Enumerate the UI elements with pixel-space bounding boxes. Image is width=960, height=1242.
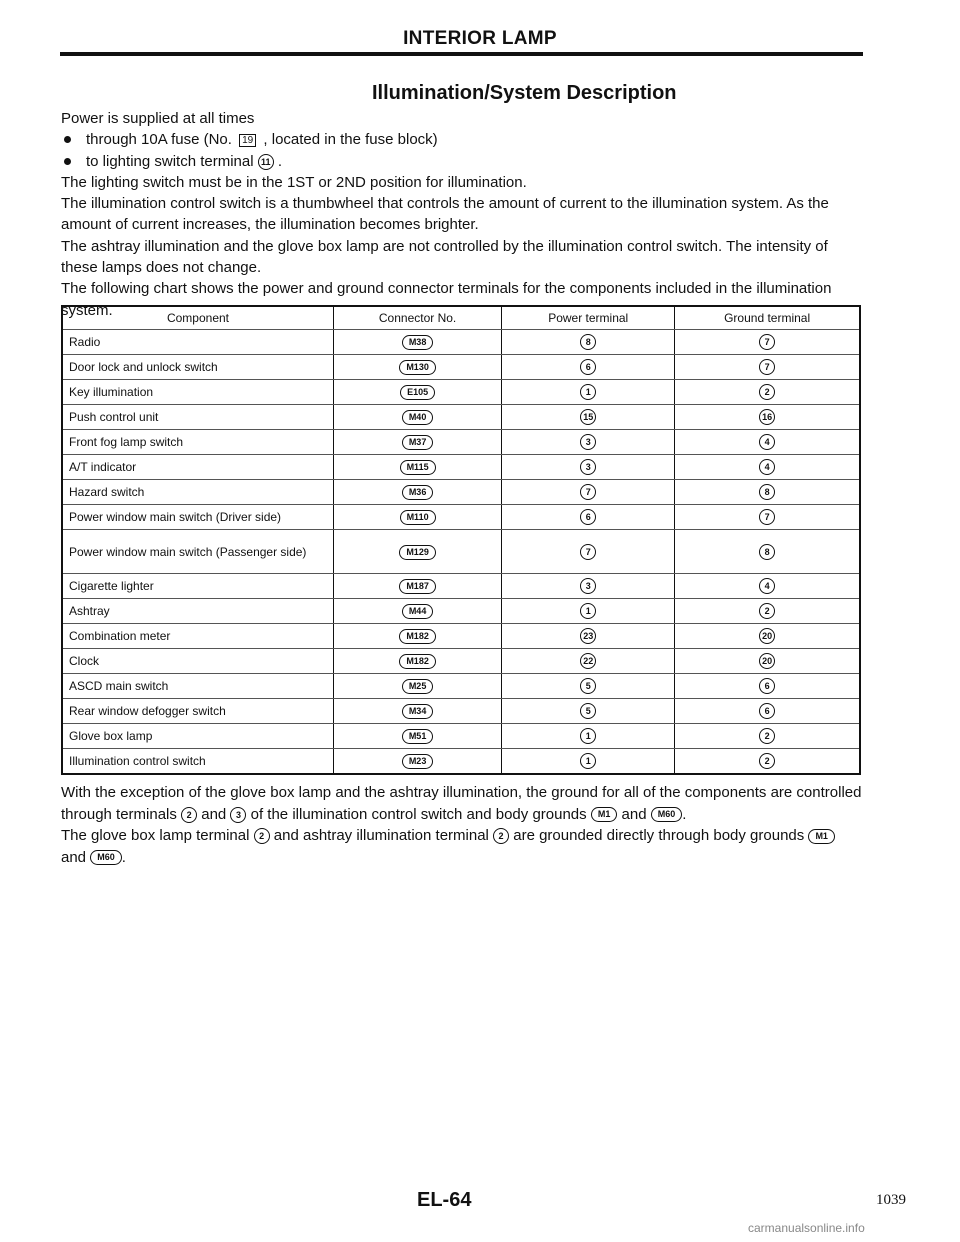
component-label: Door lock and unlock switch <box>69 360 218 374</box>
outro-text-span: are grounded directly through body grounds <box>513 827 805 844</box>
connector-icon: E105 <box>400 385 435 400</box>
terminal-number-icon: 8 <box>759 544 775 560</box>
connector-cell <box>334 624 502 649</box>
ground-terminal-cell <box>675 530 860 574</box>
page-number: 1039 <box>876 1192 906 1208</box>
ground-terminal-cell <box>675 455 860 480</box>
component-cell <box>62 330 334 355</box>
terminal-number-icon: 3 <box>580 459 596 475</box>
page-title: INTERIOR LAMP <box>403 28 557 49</box>
power-terminal-cell <box>502 505 675 530</box>
terminal-number-icon: 6 <box>580 359 596 375</box>
connector-cell <box>334 674 502 699</box>
ground-connector-icon: M60 <box>651 807 683 822</box>
outro-text-span: With the exception of the glove box lamp and the ashtray illumination, the ground for all of the components are controlled through terminals <box>61 784 862 823</box>
ground-terminal-cell <box>675 430 860 455</box>
connector-cell <box>334 599 502 624</box>
terminal-number-icon: 2 <box>181 807 197 823</box>
ground-terminal-cell <box>675 355 860 380</box>
connector-cell <box>334 380 502 405</box>
power-terminal-cell <box>502 405 675 430</box>
component-cell <box>62 530 334 574</box>
terminal-number-icon: 2 <box>759 603 775 619</box>
bullet-icon <box>64 136 71 143</box>
table-row <box>62 724 860 749</box>
terminal-number-icon: 6 <box>580 509 596 525</box>
ground-terminal-cell <box>675 749 860 775</box>
table-row <box>62 330 860 355</box>
terminal-number-icon: 2 <box>759 753 775 769</box>
bullet-text: , located in the fuse block) <box>263 131 438 149</box>
component-label: Power window main switch (Driver side) <box>69 510 282 524</box>
component-label: Cigarette lighter <box>69 579 154 593</box>
table-header-row <box>62 306 860 330</box>
component-cell <box>62 405 334 430</box>
table-row <box>62 574 860 599</box>
connector-icon: M130 <box>399 360 436 375</box>
component-label: Combination meter <box>69 629 171 643</box>
terminal-number-icon: 7 <box>580 544 596 560</box>
table-row <box>62 699 860 724</box>
ground-terminal-cell <box>675 505 860 530</box>
watermark: carmanualsonline.info <box>748 1221 865 1235</box>
component-label: Glove box lamp <box>69 729 153 743</box>
component-label: ASCD main switch <box>69 679 169 693</box>
component-label: Push control unit <box>69 410 159 424</box>
connector-icon: M44 <box>402 604 434 619</box>
connector-cell <box>334 505 502 530</box>
connector-icon: M23 <box>402 754 434 769</box>
terminal-number-icon: 1 <box>580 753 596 769</box>
table-row <box>62 455 860 480</box>
power-terminal-cell <box>502 599 675 624</box>
power-terminal-cell <box>502 380 675 405</box>
outro-text-span: and ashtray illumination terminal <box>273 827 489 844</box>
power-terminal-cell <box>502 355 675 380</box>
power-terminal-cell <box>502 330 675 355</box>
terminal-number-icon: 4 <box>759 434 775 450</box>
outro-text-span: and <box>201 805 227 823</box>
component-cell <box>62 749 334 775</box>
table-row <box>62 380 860 405</box>
intro-paragraph: The ashtray illumination and the glove box lamp are not controlled by the illumination control switch. The intensity of these lamps does not change. <box>61 237 828 277</box>
terminal-number-icon: 7 <box>759 334 775 350</box>
table-row <box>62 530 860 574</box>
terminal-table <box>61 305 861 775</box>
terminal-number-icon: 7 <box>580 484 596 500</box>
connector-icon: M38 <box>402 335 434 350</box>
connector-cell <box>334 574 502 599</box>
component-label: A/T indicator <box>69 460 137 474</box>
connector-cell <box>334 355 502 380</box>
ground-terminal-cell <box>675 405 860 430</box>
table-row <box>62 430 860 455</box>
outro-text-span: of the illumination control switch and body grounds <box>250 805 587 823</box>
table-row <box>62 599 860 624</box>
outro-paragraph <box>61 825 863 868</box>
component-label: Radio <box>69 335 101 349</box>
connector-icon: M110 <box>400 510 436 525</box>
connector-cell <box>334 330 502 355</box>
intro-paragraph: The illumination control switch is a thumbwheel that controls the amount of current to the illumination system. As the amount of current increases, the illumination becomes brighter. <box>61 195 829 234</box>
fuse-number-icon: 19 <box>239 134 256 147</box>
terminal-number-icon: 2 <box>759 728 775 744</box>
connector-icon: M34 <box>402 704 434 719</box>
power-terminal-cell <box>502 749 675 775</box>
terminal-number-icon: 15 <box>580 409 596 425</box>
terminal-number-icon: 3 <box>580 578 596 594</box>
terminal-number-icon: 7 <box>759 359 775 375</box>
connector-icon: M40 <box>402 410 434 425</box>
outro-text-span: and <box>621 805 647 823</box>
connector-icon: M129 <box>399 545 436 560</box>
connector-cell <box>334 530 502 574</box>
terminal-number-icon: 5 <box>580 703 596 719</box>
ground-terminal-cell <box>675 380 860 405</box>
terminal-number-icon: 20 <box>759 628 775 644</box>
terminal-number-icon: 1 <box>580 728 596 744</box>
power-terminal-cell <box>502 724 675 749</box>
power-terminal-cell <box>502 674 675 699</box>
component-cell <box>62 480 334 505</box>
power-terminal-cell <box>502 699 675 724</box>
table-row <box>62 749 860 775</box>
component-cell <box>62 574 334 599</box>
terminal-number-icon: 2 <box>759 384 775 400</box>
connector-cell <box>334 480 502 505</box>
intro-paragraph: The lighting switch must be in the 1ST or 2ND position for illumination. <box>61 173 527 191</box>
table-row <box>62 674 860 699</box>
table-row <box>62 405 860 430</box>
component-cell <box>62 699 334 724</box>
ground-terminal-cell <box>675 330 860 355</box>
terminal-number-icon: 1 <box>580 384 596 400</box>
connector-icon: M182 <box>399 654 436 669</box>
component-label: Illumination control switch <box>69 754 206 768</box>
bullet-text: . <box>277 152 283 170</box>
component-label: Rear window defogger switch <box>69 704 226 718</box>
outro-text <box>61 782 863 868</box>
connector-cell <box>334 455 502 480</box>
power-terminal-cell <box>502 649 675 674</box>
outro-text-span: and <box>61 848 87 866</box>
connector-icon: M115 <box>400 460 436 475</box>
component-cell <box>62 599 334 624</box>
ground-terminal-cell <box>675 480 860 505</box>
table-row <box>62 505 860 530</box>
ground-terminal-cell <box>675 624 860 649</box>
column-header: Component <box>62 306 334 330</box>
column-header: Connector No. <box>334 306 502 330</box>
component-label: Ashtray <box>69 604 110 618</box>
power-terminal-cell <box>502 430 675 455</box>
ground-terminal-cell <box>675 674 860 699</box>
connector-cell <box>334 649 502 674</box>
bullet-text: to lighting switch terminal <box>86 152 254 170</box>
section-title: Illumination/System Description <box>372 82 677 104</box>
table-row <box>62 624 860 649</box>
component-cell <box>62 649 334 674</box>
component-cell <box>62 505 334 530</box>
power-terminal-cell <box>502 574 675 599</box>
component-cell <box>62 674 334 699</box>
table-row <box>62 480 860 505</box>
connector-icon: M37 <box>402 435 434 450</box>
page-code: EL-64 <box>417 1189 472 1211</box>
component-cell <box>62 624 334 649</box>
column-header: Ground terminal <box>675 306 860 330</box>
table-row <box>62 355 860 380</box>
component-label: Hazard switch <box>69 485 145 499</box>
power-terminal-cell <box>502 455 675 480</box>
component-label: Front fog lamp switch <box>69 435 184 449</box>
terminal-number-icon: 6 <box>759 678 775 694</box>
power-terminal-cell <box>502 530 675 574</box>
terminal-number-icon: 2 <box>493 828 509 844</box>
bullet-fuse <box>61 129 863 150</box>
connector-cell <box>334 749 502 775</box>
component-label: Clock <box>69 654 100 668</box>
ground-terminal-cell <box>675 649 860 674</box>
terminal-number-icon: 22 <box>580 653 596 669</box>
power-terminal-cell <box>502 480 675 505</box>
terminal-number-icon: 8 <box>580 334 596 350</box>
ground-terminal-cell <box>675 574 860 599</box>
ground-terminal-cell <box>675 699 860 724</box>
outro-text-span: . <box>682 805 687 823</box>
ground-terminal-cell <box>675 599 860 624</box>
intro-line: Power is supplied at all times <box>61 110 255 127</box>
component-cell <box>62 430 334 455</box>
bullet-terminal <box>61 151 863 172</box>
table-body <box>62 330 860 775</box>
component-cell <box>62 380 334 405</box>
connector-cell <box>334 405 502 430</box>
connector-cell <box>334 430 502 455</box>
terminal-number-icon: 3 <box>580 434 596 450</box>
terminal-number-icon: 3 <box>230 807 246 823</box>
terminal-number-icon: 5 <box>580 678 596 694</box>
component-cell <box>62 724 334 749</box>
connector-cell <box>334 699 502 724</box>
terminal-number-icon: 6 <box>759 703 775 719</box>
component-label: Key illumination <box>69 385 154 399</box>
column-header: Power terminal <box>502 306 675 330</box>
terminal-number-icon: 11 <box>258 154 274 170</box>
connector-icon: M25 <box>402 679 434 694</box>
outro-paragraph <box>61 782 863 825</box>
ground-connector-icon: M60 <box>90 850 122 865</box>
terminal-number-icon: 1 <box>580 603 596 619</box>
intro-text <box>61 108 863 321</box>
terminal-number-icon: 4 <box>759 578 775 594</box>
connector-icon: M51 <box>402 729 434 744</box>
terminal-number-icon: 7 <box>759 509 775 525</box>
bullet-icon <box>64 158 71 165</box>
header-rule <box>60 52 863 56</box>
outro-text-span: The glove box lamp terminal <box>61 827 250 844</box>
component-cell <box>62 455 334 480</box>
intro-paragraph: The following chart shows the power and ground connector terminals for the components included in the illumination system. <box>61 280 832 319</box>
component-label: Power window main switch (Passenger side) <box>69 544 307 559</box>
ground-connector-icon: M1 <box>808 829 835 844</box>
terminal-number-icon: 2 <box>254 828 270 844</box>
ground-connector-icon: M1 <box>591 807 618 822</box>
component-cell <box>62 355 334 380</box>
ground-terminal-cell <box>675 724 860 749</box>
connector-cell <box>334 724 502 749</box>
terminal-number-icon: 20 <box>759 653 775 669</box>
connector-icon: M182 <box>399 629 436 644</box>
bullet-text: through 10A fuse (No. <box>86 131 232 149</box>
power-terminal-cell <box>502 624 675 649</box>
terminal-number-icon: 4 <box>759 459 775 475</box>
terminal-number-icon: 8 <box>759 484 775 500</box>
connector-icon: M36 <box>402 485 434 500</box>
terminal-number-icon: 16 <box>759 409 775 425</box>
outro-text-span: . <box>121 848 126 866</box>
terminal-number-icon: 23 <box>580 628 596 644</box>
connector-icon: M187 <box>399 579 436 594</box>
table-row <box>62 649 860 674</box>
